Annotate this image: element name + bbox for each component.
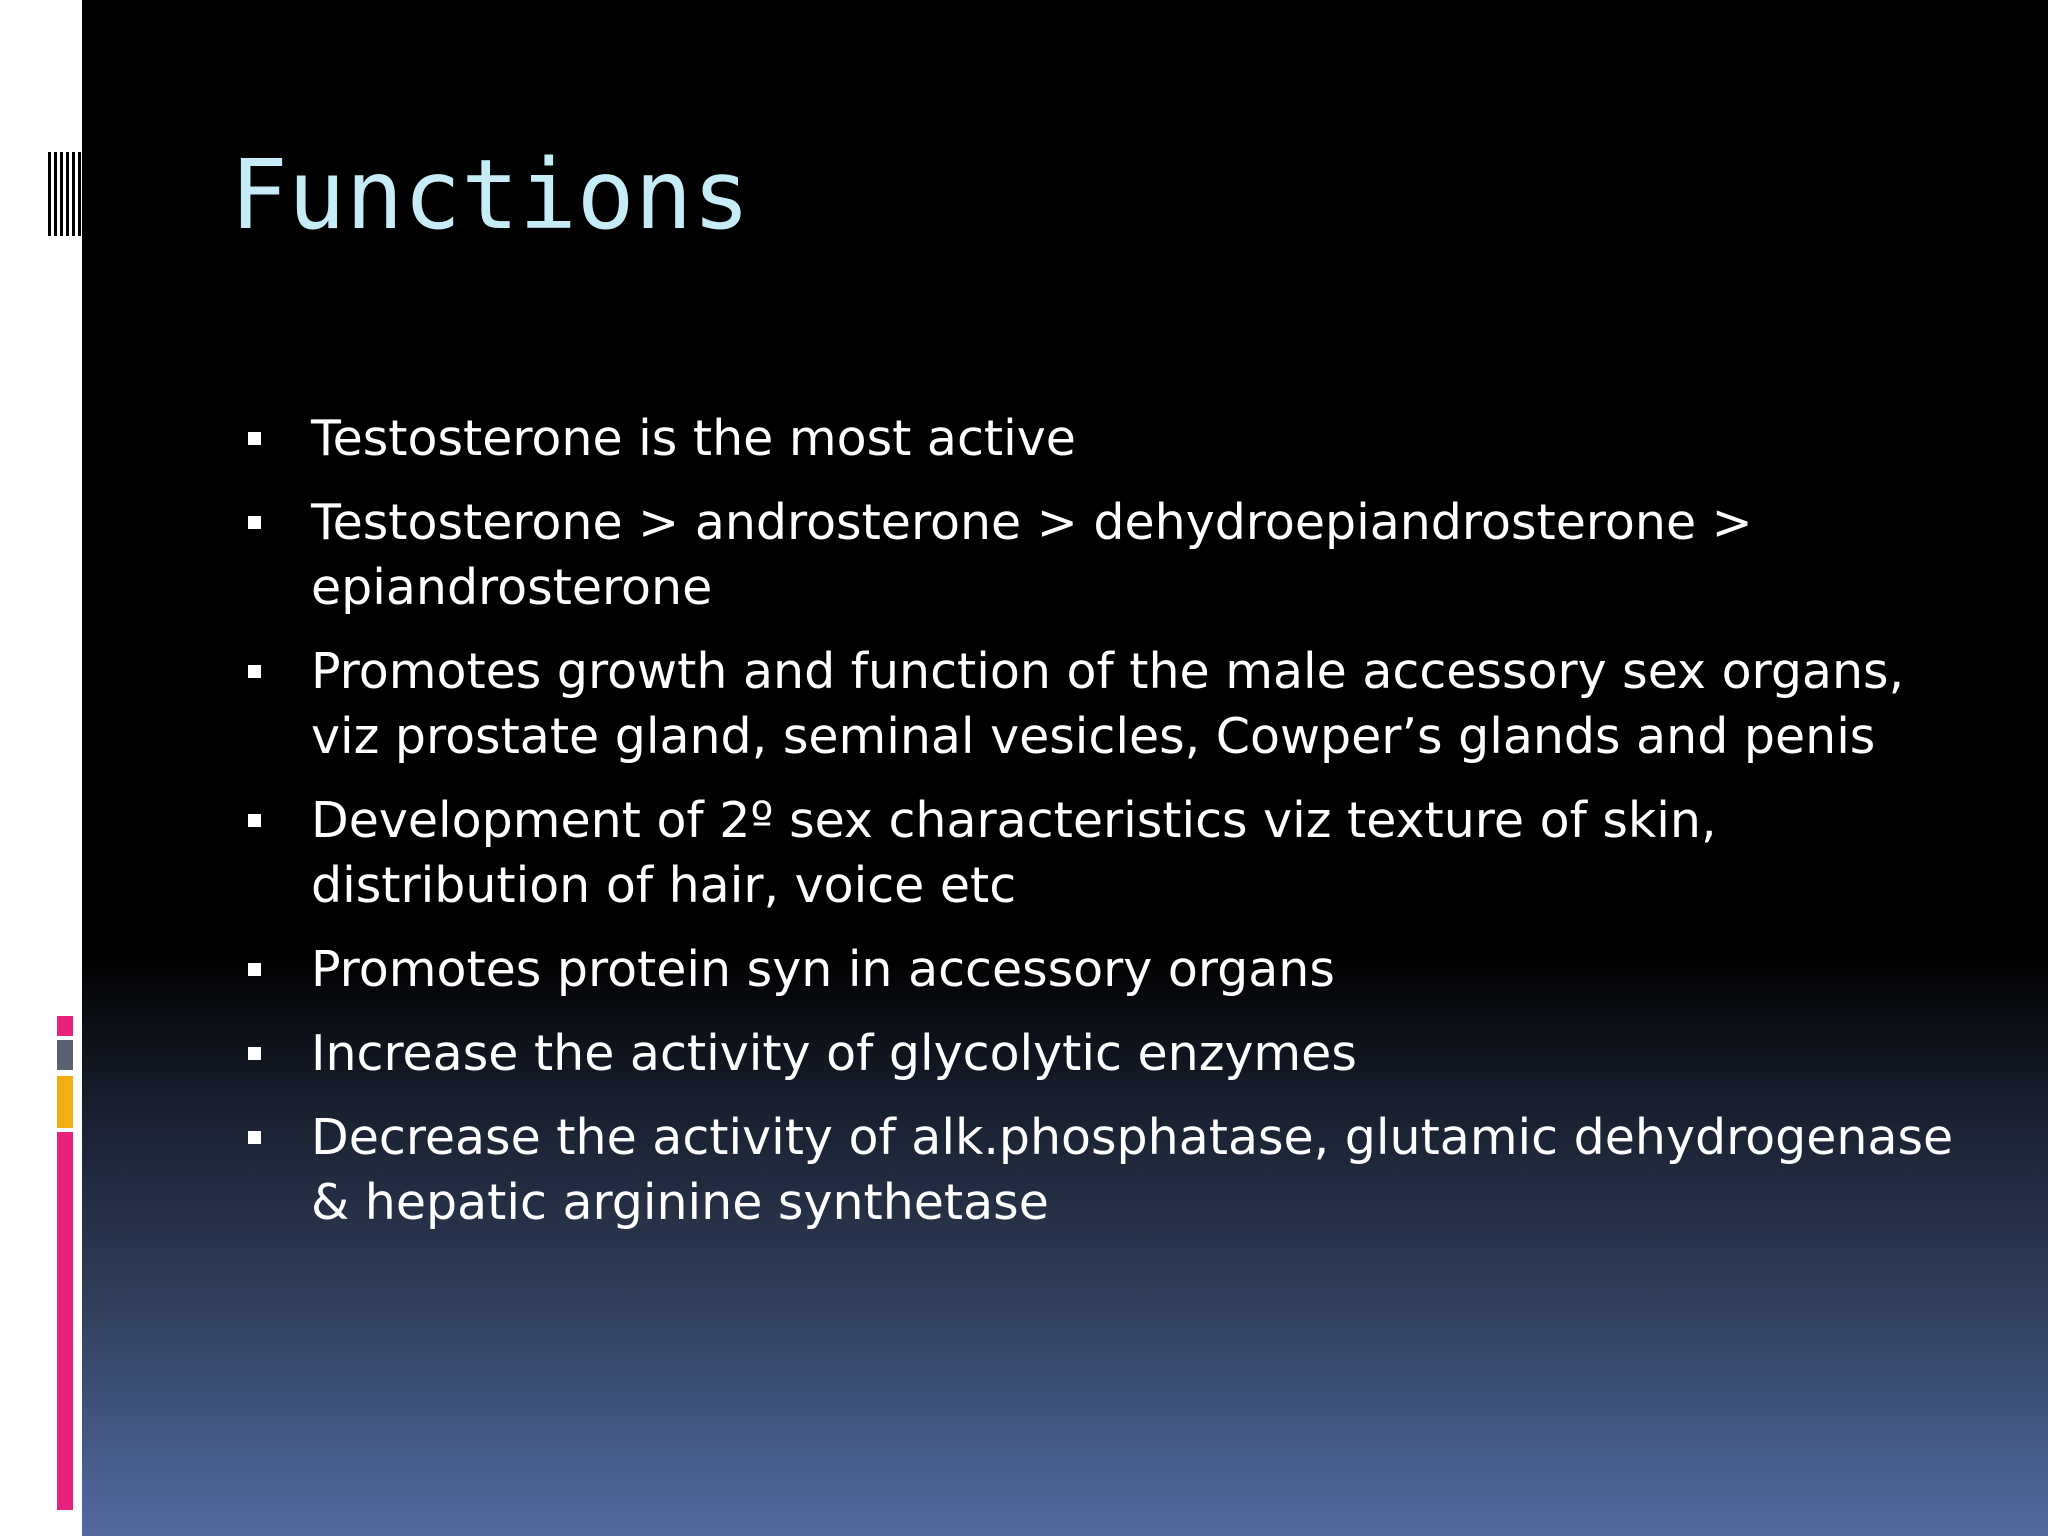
square-bullet-icon <box>248 665 261 678</box>
bullet-item <box>240 1021 1960 1086</box>
accent-bar-pink-small <box>57 1016 73 1036</box>
square-bullet-icon <box>248 963 261 976</box>
barcode-stripes-decoration <box>48 152 82 236</box>
square-bullet-icon <box>248 516 261 529</box>
accent-bar-gray <box>57 1040 73 1070</box>
square-bullet-icon <box>248 1131 261 1144</box>
bullet-text: Testosterone is the most active <box>311 410 1076 467</box>
slide-title: Functions <box>230 139 751 251</box>
bullet-text: Development of 2º sex characteristics viz texture of skin, distribution of hair, voice etc <box>311 792 1717 914</box>
bullet-text: Testosterone > androsterone > dehydroepiandrosterone > epiandrosterone <box>311 494 1753 616</box>
bullet-text: Promotes growth and function of the male accessory sex organs, viz prostate gland, seminal vesicles, Cowper’s glands and penis <box>311 643 1905 765</box>
left-decor-band <box>0 0 82 1536</box>
accent-bar-pink-long <box>57 1132 73 1510</box>
bullet-item <box>240 490 1960 620</box>
square-bullet-icon <box>248 1047 261 1060</box>
bullet-text: Decrease the activity of alk.phosphatase, glutamic dehydrogenase & hepatic arginine synthetase <box>311 1109 1954 1231</box>
bullet-item <box>240 937 1960 1002</box>
square-bullet-icon <box>248 814 261 827</box>
bullet-item <box>240 406 1960 471</box>
bullet-item <box>240 639 1960 769</box>
bullet-text: Promotes protein syn in accessory organs <box>311 941 1335 998</box>
square-bullet-icon <box>248 432 261 445</box>
bullet-list <box>240 406 1960 1254</box>
accent-bar-yellow <box>57 1076 73 1128</box>
bullet-item <box>240 788 1960 918</box>
bullet-text: Increase the activity of glycolytic enzymes <box>311 1025 1357 1082</box>
bullet-item <box>240 1105 1960 1235</box>
